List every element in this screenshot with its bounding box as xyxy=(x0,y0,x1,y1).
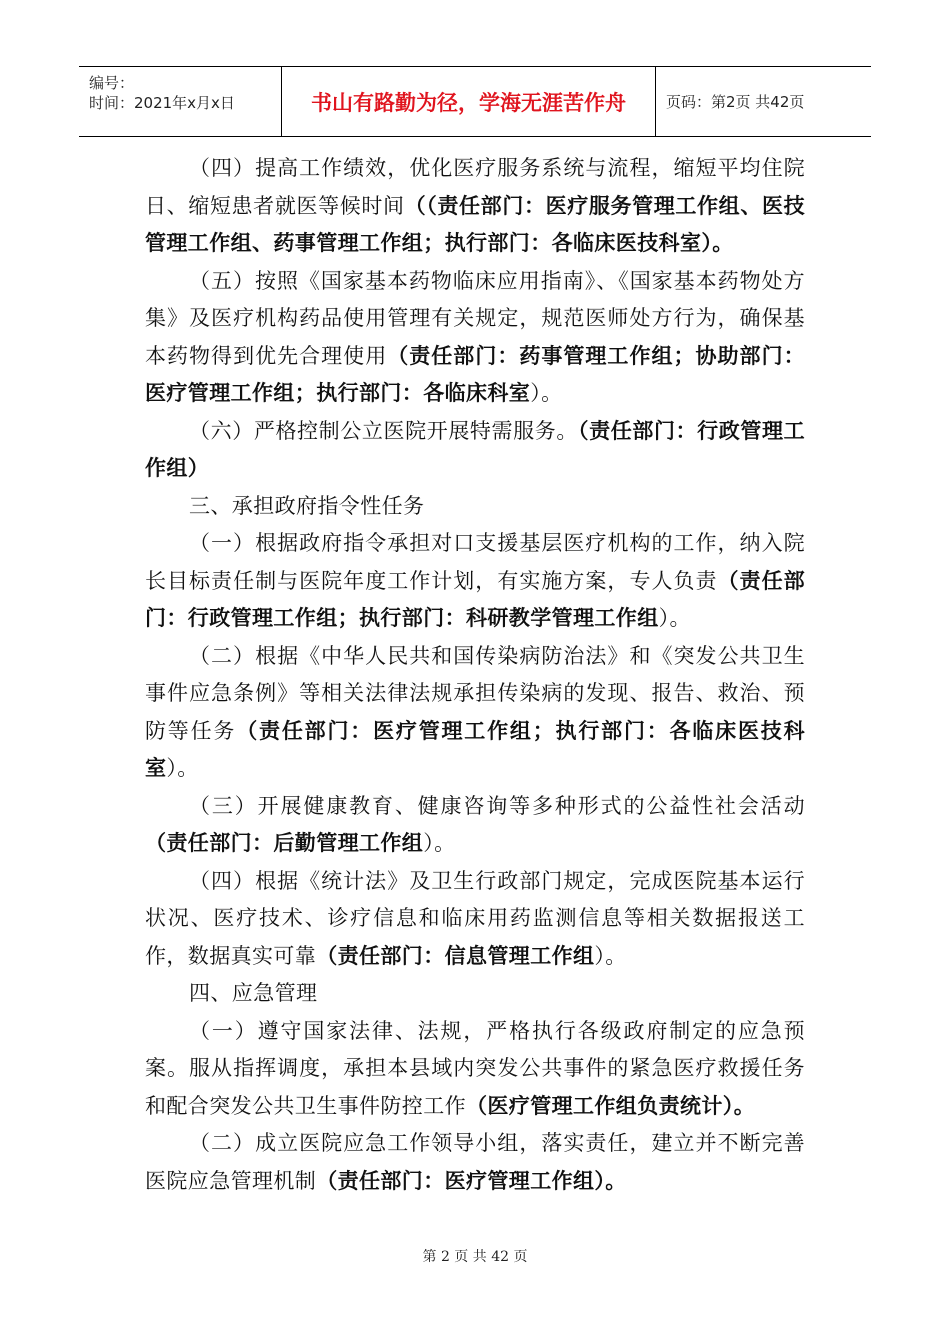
header-motto: 书山有路勤为径，学海无涯苦作舟 xyxy=(282,67,656,136)
section-heading: 四、应急管理 xyxy=(189,981,318,1005)
header-meta xyxy=(79,67,282,136)
section-heading: 三、承担政府指令性任务 xyxy=(189,493,425,518)
document-body xyxy=(145,150,805,1200)
paragraph: （六）严格控制公立医院开展特需服务。（责任部门：行政管理工作组） xyxy=(145,418,806,480)
page-footer: 第 2 页 共 42 页 xyxy=(422,1249,528,1265)
date-line: 时间：2021年x月x日 xyxy=(89,94,235,112)
header-page-info: 页码：第2页 共42页 xyxy=(666,93,805,111)
paragraph: （五）按照《国家基本药物临床应用指南》、《国家基本药物处方集》及医疗机构药品使用管理有关规定，规范医师处方行为，确保基本药物得到优先合理使用（责任部门：药事管理工作组；协助部门：医疗管理工作组；执行部门：各临床科室）。 xyxy=(145,268,805,405)
paragraph: （一）遵守国家法律、法规，严格执行各级政府制定的应急预案。服从指挥调度，承担本县域内突发公共事件的紧急医疗救援任务和配合突发公共卫生事件防控工作（医疗管理工作组负责统计）。 xyxy=(145,1018,805,1118)
paragraph: （二）根据《中华人民共和国传染病防治法》和《突发公共卫生事件应急条例》等相关法律法规承担传染病的发现、报告、救治、预防等任务（责任部门：医疗管理工作组；执行部门：各临床医技科室）。 xyxy=(145,643,805,780)
paragraph: （四）提高工作绩效，优化医疗服务系统与流程，缩短平均住院日、缩短患者就医等候时间（（责任部门：医疗服务管理工作组、医技管理工作组、药事管理工作组；执行部门：各临床医技科室）。 xyxy=(145,156,805,255)
page-header xyxy=(79,66,871,137)
paragraph: （二）成立医院应急工作领导小组，落实责任，建立并不断完善医院应急管理机制（责任部门：医疗管理工作组）。 xyxy=(145,1131,805,1193)
paragraph: （四）根据《统计法》及卫生行政部门规定，完成医院基本运行状况、医疗技术、诊疗信息和临床用药监测信息等相关数据报送工作，数据真实可靠（责任部门：信息管理工作组）。 xyxy=(145,868,805,968)
paragraph: （三）开展健康教育、健康咨询等多种形式的公益性社会活动（责任部门：后勤管理工作组）。 xyxy=(145,793,805,855)
number-label: 编号： xyxy=(89,74,135,92)
paragraph: （一）根据政府指令承担对口支援基层医疗机构的工作，纳入院长目标责任制与医院年度工作计划，有实施方案，专人负责（责任部门：行政管理工作组；执行部门：科研教学管理工作组）。 xyxy=(145,531,805,630)
